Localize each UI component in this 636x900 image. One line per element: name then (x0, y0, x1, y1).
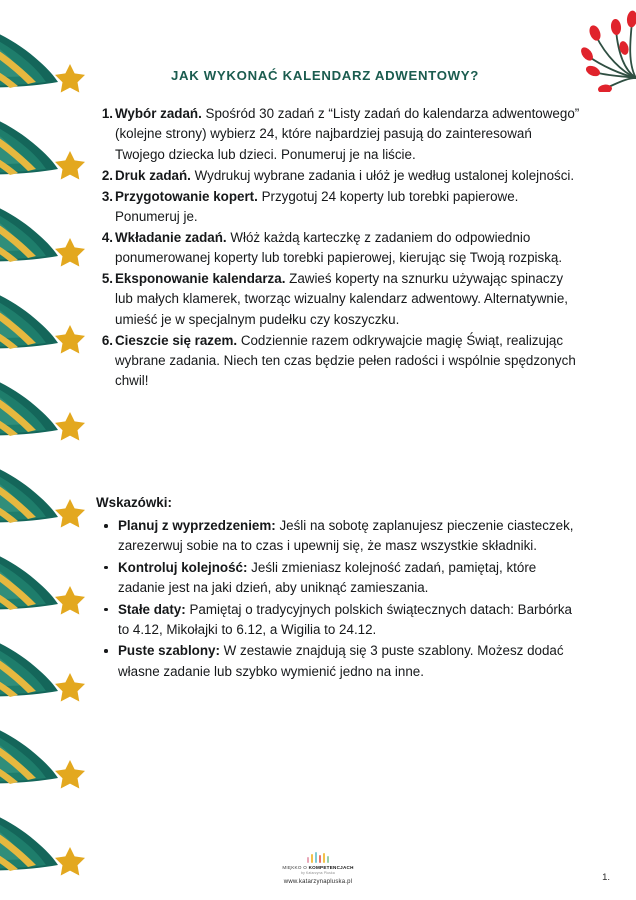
logo-bar (315, 852, 317, 863)
christmas-tree-icon (0, 712, 86, 790)
step-item (96, 187, 584, 228)
step-item (96, 104, 584, 165)
logo-bar (323, 853, 325, 863)
tip-lead: Puste szablony: (118, 643, 220, 659)
tip-lead: Kontroluj kolejność: (118, 559, 248, 575)
bullet-icon (104, 608, 108, 612)
christmas-tree-icon (0, 625, 86, 703)
step-description: Przygotuj 24 koperty lub torebki papierowe. Ponumeruj je. (115, 188, 519, 224)
step-lead: Wkładanie zadań. (115, 229, 227, 245)
footer-website-url: www.katarzynapluska.pl (283, 878, 353, 885)
tip-item (96, 516, 582, 557)
logo-bars-icon (228, 852, 408, 863)
step-number: 5. (101, 271, 113, 286)
tip-lead: Stałe daty: (118, 601, 186, 617)
step-text (115, 187, 584, 228)
step-item (96, 228, 584, 269)
footer-logo (228, 852, 408, 885)
tip-description: W zestawie znajdują się 3 puste szablony. Możesz dodać własne zadanie lub szybko wymienić jedno na inne. (118, 643, 564, 679)
step-number: 4. (101, 229, 113, 245)
christmas-tree-icon (0, 538, 86, 616)
step-lead: Wybór zadań. (115, 106, 202, 121)
christmas-tree-icon (0, 16, 86, 94)
christmas-tree-icon (0, 190, 86, 268)
logo-brand-light: MIĘKKO O (282, 865, 309, 870)
step-number: 3. (101, 188, 113, 204)
step-description: Zawieś koperty na sznurku używając spinaczy lub małych klamerek, tworząc wizualny kalendarz adwentowy. Alternatywnie, umieść je w specjalnym pudełku czy koszyczku. (115, 271, 568, 327)
step-number: 1. (101, 106, 113, 121)
step-description: Włóż każdą karteczkę z zadaniem do odpowiednio ponumerowanej koperty lub torebki papierowej, kierując się Twoją rozpiską. (115, 229, 563, 266)
logo-brand-bold: KOMPETENCJACH (308, 865, 354, 870)
logo-bar (319, 855, 321, 863)
step-item (96, 269, 584, 330)
tip-lead: Planuj z wyprzedzeniem: (118, 518, 276, 533)
tip-description: Pamiętaj o tradycyjnych polskich świątecznych datach: Barbórka to 4.12, Mikołajki to 6.12, a Wigilia to 24.12. (118, 601, 572, 637)
bullet-icon (104, 524, 108, 528)
tips-heading: Wskazówki: (96, 495, 172, 510)
tip-description: Jeśli na sobotę zaplanujesz pieczenie ciasteczek, zarezerwuj sobie na to czas i upewnij się, że masz wszystkie składniki. (118, 518, 574, 554)
step-item (96, 331, 584, 392)
christmas-tree-icon (0, 451, 86, 529)
bullet-icon (104, 566, 108, 570)
logo-bar (311, 854, 313, 863)
logo-subtitle: by Katarzyna Pluska (301, 870, 335, 875)
step-text (115, 331, 584, 392)
tip-item (96, 641, 582, 682)
step-lead: Przygotowanie kopert. (115, 188, 258, 204)
step-number: 2. (101, 167, 113, 183)
step-number: 6. (101, 332, 113, 348)
bullet-icon (104, 649, 108, 653)
step-description: Codziennie razem odkrywajcie magię Świąt, realizując wybrane zadania. Niech ten czas będzie pełen radości i wspólnie spędzonych chwil! (115, 332, 576, 389)
tip-description: Jeśli zmieniasz kolejność zadań, pamiętaj, które zadanie jest na jaki dzień, aby uniknąć zamieszania. (118, 559, 537, 596)
step-description: Spośród 30 zadań z “Listy zadań do kalendarza adwentowego” (kolejne strony) wybierz 24, które najbardziej pasują do zainteresowań Twojego dziecka lub dzieci. Ponumeruj je na liście. (115, 106, 580, 162)
steps-list (96, 104, 584, 392)
step-lead: Eksponowanie kalendarza. (115, 271, 286, 286)
christmas-tree-icon (0, 103, 86, 181)
tip-item (96, 600, 582, 641)
christmas-tree-icon (0, 799, 86, 877)
tree-decoration-column (0, 0, 92, 900)
christmas-tree-icon (0, 364, 86, 442)
step-lead: Druk zadań. (115, 167, 191, 183)
step-item (96, 166, 584, 186)
tips-list (96, 516, 582, 683)
step-description: Wydrukuj wybrane zadania i ułóż je według ustalonej kolejności. (190, 167, 575, 183)
christmas-tree-icon (0, 277, 86, 355)
step-text (115, 104, 584, 165)
logo-bar (327, 856, 329, 863)
page-title: JAK WYKONAĆ KALENDARZ ADWENTOWY? (170, 68, 480, 83)
tip-item (96, 558, 582, 599)
step-text (115, 228, 584, 269)
page-number: 1. (602, 872, 610, 883)
logo-bar (307, 857, 309, 863)
step-text (115, 166, 584, 186)
logo-brand-name (228, 865, 408, 870)
step-lead: Cieszcie się razem. (115, 332, 238, 348)
step-text (115, 269, 584, 330)
